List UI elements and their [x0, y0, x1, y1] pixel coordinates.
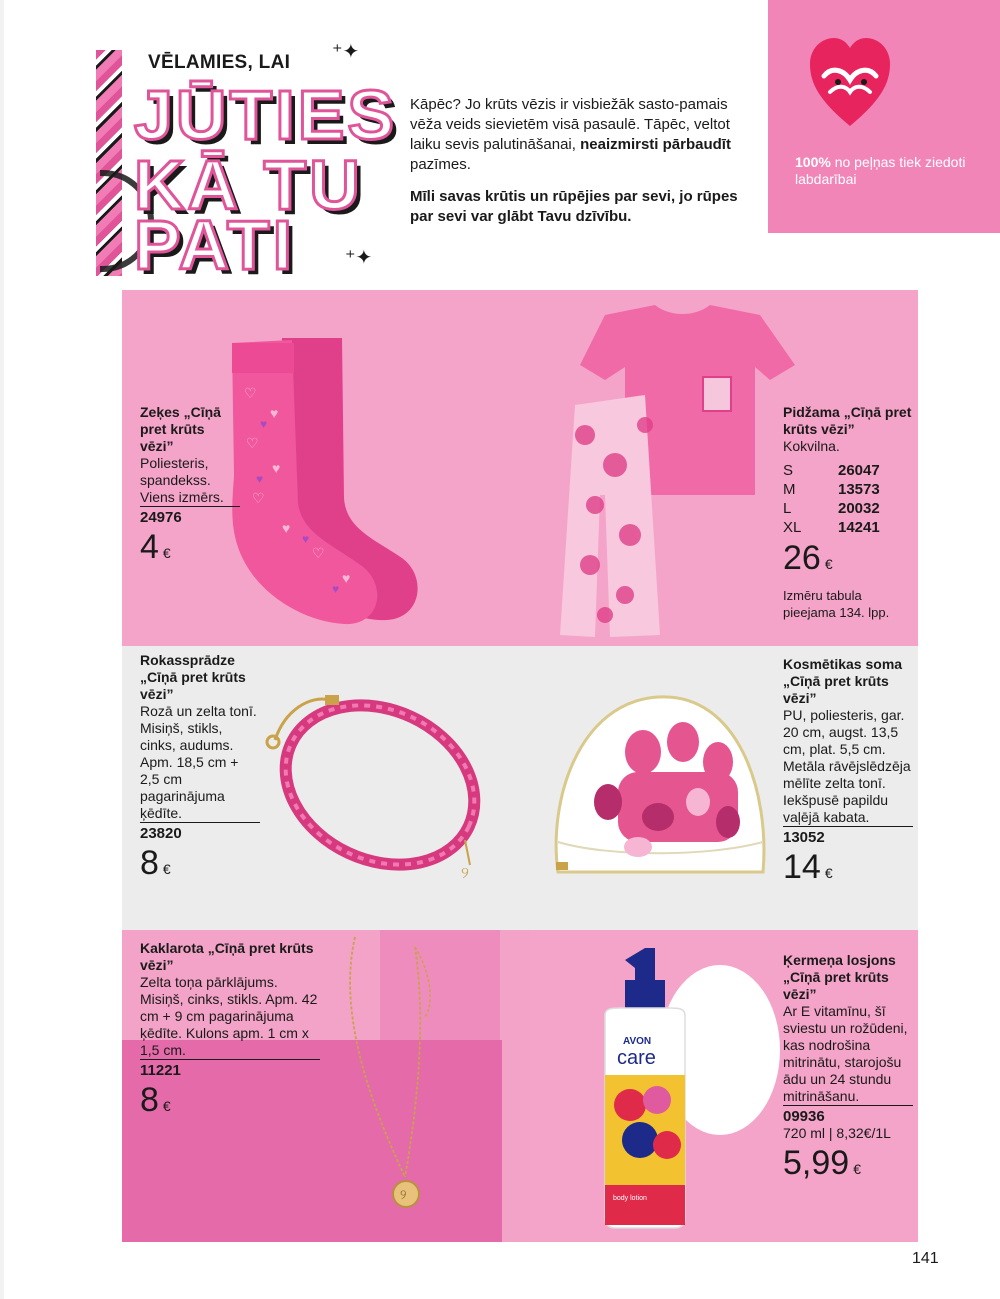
svg-text:♥: ♥ [256, 472, 264, 486]
sparkle-icon: ⁺✦ [332, 41, 360, 63]
product-price: 26 € [783, 539, 833, 577]
socks-image [212, 328, 442, 628]
intro-paragraph-2: Mīli savas krūtis un rūpējies par sevi, jo rūpes par sevi var glābt Tavu dzīvību. [410, 188, 738, 225]
product-code: 11221 [140, 1062, 181, 1079]
product-code: 13052 [783, 829, 825, 846]
product-description: Zelta toņa pārklājums. Misiņš, cinks, stikls. Apm. 42 cm + 9 cm pagarinājuma ķēdīte. Kulons apm. 1 cm x 1,5 cm. [140, 974, 320, 1060]
svg-text:♡: ♡ [244, 385, 257, 401]
brand-top-label: AVON [623, 1036, 652, 1047]
svg-text:♥: ♥ [332, 582, 340, 596]
product-name: Ķermeņa losjons „Cīņā pret krūts vēzi” [783, 952, 896, 1002]
page-edge [0, 0, 4, 1299]
svg-text:♥: ♥ [270, 405, 279, 421]
product-price: 5,99 € [783, 1144, 861, 1182]
product-volume: 720 ml | 8,32€/1L [783, 1125, 891, 1141]
size-chart-note: Izmēru tabula pieejama 134. lpp. [783, 588, 890, 620]
headline-line-1: JŪTIES [134, 76, 398, 154]
sparkle-icon: ⁺✦ [345, 247, 373, 269]
product-description: Poliesteris, spandekss. Viens izmērs. [140, 455, 240, 507]
product-name: Kosmētikas soma „Cīņā pret krūts vēzi” [783, 656, 903, 706]
svg-text:♡: ♡ [246, 435, 259, 451]
product-description: Rozā un zelta tonī. Misiņš, stikls, cinks, audums. Apm. 18,5 cm + 2,5 cm pagarinājuma ķēdīte. [140, 703, 260, 823]
cosmetic-bag-product [783, 656, 913, 892]
intro-paragraph-1: Kāpēc? Jo krūts vēzis ir visbiežāk sasto-pamais vēža veids sievietēm visā pasaulē. Tāpēc, veltot laiku sevis palutināšanai, neaizmirsti pārbaudīt pazīmes. [410, 96, 731, 173]
product-code: 23820 [140, 825, 182, 842]
product-price: 4 € [140, 528, 171, 566]
necklace-image [330, 932, 450, 1232]
product-name: Pidžama „Cīņā pret krūts vēzi” [783, 404, 912, 437]
size-row: L 20032 [783, 500, 880, 517]
page-number: 141 [912, 1250, 939, 1267]
product-price: 8 € [140, 844, 171, 882]
necklace-product [140, 940, 320, 1125]
header-decoration [96, 50, 122, 276]
product-price: 14 € [783, 848, 833, 886]
lotion-product [783, 952, 913, 1188]
svg-text:୨: ୨ [461, 865, 469, 882]
size-row: M 13573 [783, 481, 880, 498]
lotion-image [595, 940, 780, 1230]
svg-text:♥: ♥ [342, 570, 351, 586]
bracelet-image [255, 680, 485, 895]
svg-text:♥: ♥ [302, 532, 310, 546]
header-eyebrow: VĒLAMIES, LAI [148, 52, 291, 73]
size-row: XL 14241 [783, 519, 880, 536]
svg-text:♡: ♡ [252, 490, 265, 506]
headline-line-3: PATI [134, 206, 296, 284]
cosmetic-bag-image [548, 682, 773, 882]
product-price: 8 € [140, 1081, 171, 1119]
pajama-product [783, 404, 913, 621]
svg-text:୨: ୨ [400, 1187, 407, 1202]
brand-bottom-label: care [617, 1047, 656, 1069]
svg-text:♥: ♥ [272, 460, 281, 476]
intro-emphasis: neaizmirsti pārbaudīt [580, 136, 731, 153]
headline-line-2: KĀ TU [134, 146, 363, 224]
product-name: Zeķes „Cīņā pret krūts vēzi” [140, 404, 221, 454]
lotion-label: body lotion [613, 1195, 647, 1202]
product-code: 24976 [140, 509, 182, 526]
product-name: Kaklarota „Cīņā pret krūts vēzi” [140, 940, 314, 973]
product-description: Kokvilna. [783, 438, 840, 454]
product-name: Rokassprādze „Cīņā pret krūts vēzi” [140, 652, 246, 702]
bracelet-product [140, 652, 260, 888]
svg-text:♡: ♡ [312, 545, 325, 561]
heart-hug-icon [810, 36, 890, 130]
product-description: PU, poliesteris, gar. 20 cm, augst. 13,5 cm, plat. 5,5 cm. Metāla rāvējslēdzēja mēlīte zelta tonī. Iekšpusē papildu vaļējā kabata. [783, 707, 913, 827]
size-row: S 26047 [783, 462, 880, 479]
svg-text:♥: ♥ [282, 520, 291, 536]
pajama-image [545, 305, 805, 640]
size-table [783, 461, 880, 537]
intro-text [410, 95, 750, 239]
product-code: 09936 [783, 1108, 825, 1125]
product-description: Ar E vitamīnu, šī sviestu un rožūdeni, kas nodrošina mitrinātu, starojošu ādu un 24 stundu mitrināšanu. [783, 1003, 913, 1106]
svg-text:♥: ♥ [260, 417, 268, 431]
socks-product [140, 404, 240, 572]
charity-text: 100% no peļņas tiek ziedoti labdarībai [795, 154, 966, 187]
